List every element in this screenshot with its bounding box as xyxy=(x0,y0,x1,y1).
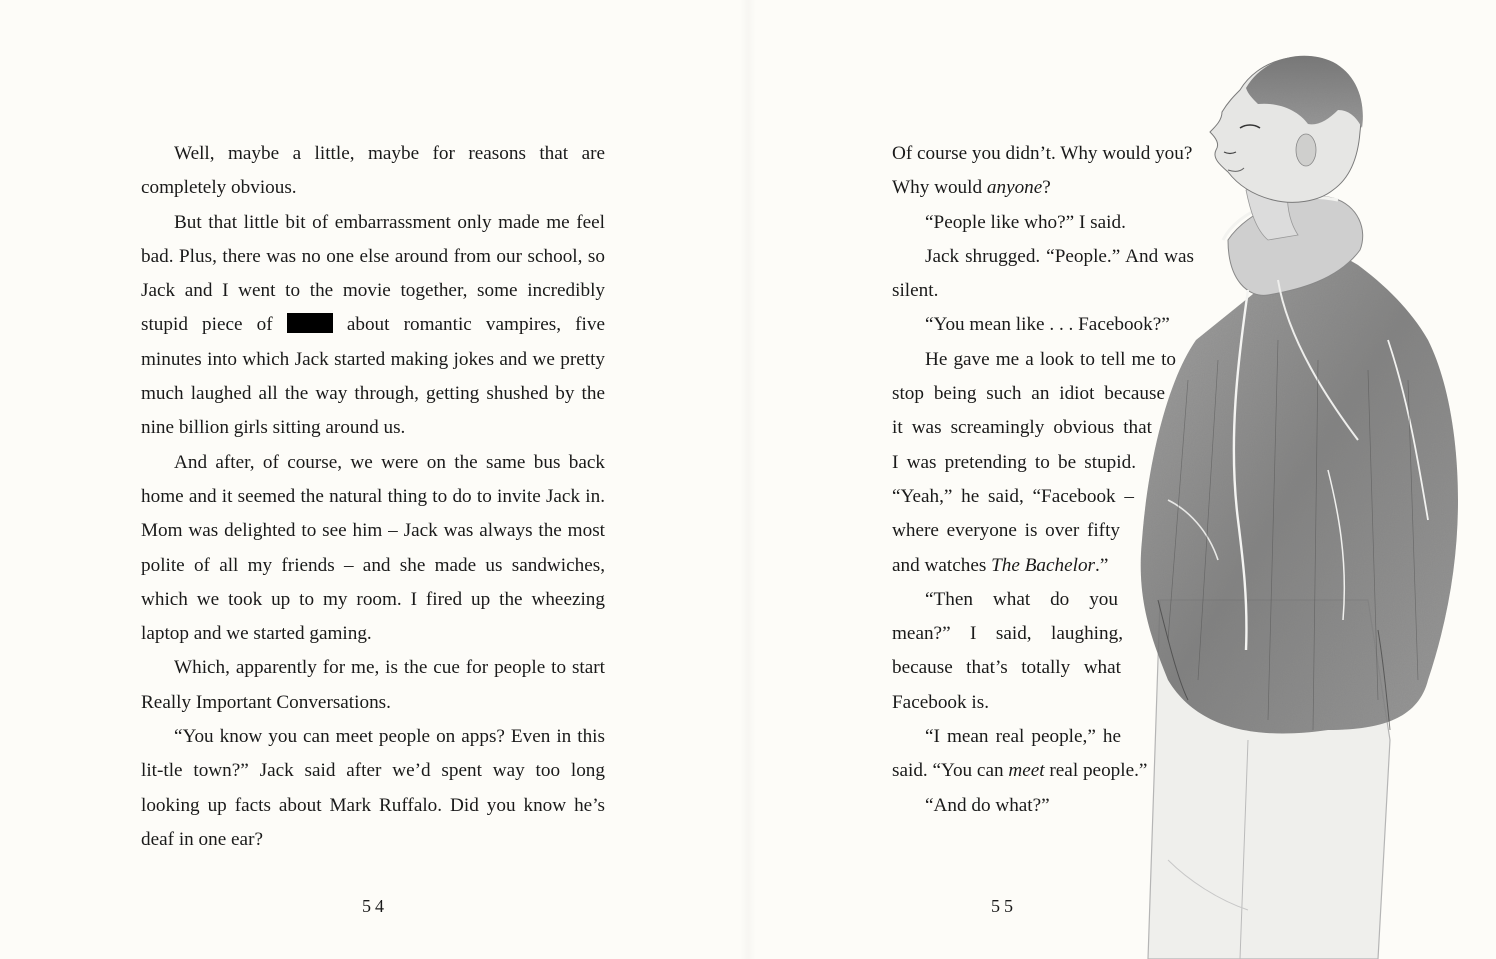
right-text-line xyxy=(892,720,1121,754)
paragraph-3: And after, of course, we were on the same bus back home and it seemed the natural thing to do to invite Jack in. Mom was delighted to see him – Jack was always the most polite of all my friends – and she made us sandwiches, which we took up to my room. I fired up the wheezing laptop and we started gaming. xyxy=(141,451,605,645)
right-text-line xyxy=(892,754,1148,788)
right-text-line xyxy=(892,137,1193,171)
paragraph-2 xyxy=(141,206,605,446)
right-page xyxy=(748,0,1496,959)
right-text-line xyxy=(892,789,1127,823)
line-text: I was pretending to be stupid. xyxy=(892,451,1136,473)
line-text: where everyone is over fifty xyxy=(892,520,1120,542)
line-text: “I mean real people,” he xyxy=(925,726,1121,748)
right-text-line xyxy=(892,274,1194,308)
paragraph-2-part-a: But that little bit of embarrassment only made me feel bad. Plus, there was no one else around from our school, so Jack and I went to the movie together, some incredibly stupid piece of xyxy=(141,211,605,336)
line-text: Why would xyxy=(892,177,987,199)
redaction-bar xyxy=(287,313,333,333)
emphasis-text: anyone xyxy=(986,177,1043,199)
line-text: Facebook is. xyxy=(892,691,989,713)
page-number-left: 54 xyxy=(362,896,388,916)
line-text: real people.” xyxy=(1044,760,1148,782)
emphasis-text: meet xyxy=(1008,760,1045,782)
line-text: Of course you didn’t. Why would you? xyxy=(892,143,1193,164)
right-text-line xyxy=(892,411,1152,445)
paragraph-5: “You know you can meet people on apps? Even in this lit-tle town?” Jack said after we’d spent way too long looking up facts about Mark Ruffalo. Did you know he’s deaf in one ear? xyxy=(141,726,605,850)
right-text-line xyxy=(892,377,1165,411)
paragraph-1: Well, maybe a little, maybe for reasons that are completely obvious. xyxy=(141,143,605,199)
right-text-line xyxy=(892,240,1194,274)
line-text: “Then what do you xyxy=(925,588,1118,610)
right-page-text xyxy=(892,137,1194,823)
right-text-line xyxy=(892,308,1194,342)
page-number-right: 55 xyxy=(991,896,1017,916)
right-text-line xyxy=(892,617,1123,651)
right-text-line xyxy=(892,206,1187,240)
emphasis-text: The Bachelor xyxy=(991,554,1096,576)
line-text: and watches xyxy=(892,554,992,576)
line-text: mean?” I said, laughing, xyxy=(892,623,1123,645)
line-text: silent. xyxy=(892,280,939,302)
line-text: stop being such an idiot because xyxy=(892,383,1165,405)
line-text: He gave me a look to tell me to xyxy=(925,348,1176,370)
line-text: “You mean like . . . Facebook?” xyxy=(925,314,1170,336)
line-text: .” xyxy=(1095,554,1109,576)
line-text: “People like who?” I said. xyxy=(925,211,1126,233)
paragraph-2-part-b: about romantic vampires, five minutes into which Jack started making jokes and we pretty much laughed all the way through, getting shushed by the nine billion girls sitting around us. xyxy=(141,314,605,439)
line-text: “Yeah,” he said, “Facebook – xyxy=(892,485,1134,507)
line-text: “And do what?” xyxy=(925,794,1050,816)
right-text-line xyxy=(892,446,1136,480)
right-text-line xyxy=(892,686,1121,720)
right-text-line xyxy=(892,549,1120,583)
right-text-line xyxy=(892,480,1134,514)
left-page-text xyxy=(141,137,605,857)
paragraph-4: Which, apparently for me, is the cue for people to start Really Important Conversations. xyxy=(141,657,605,713)
right-text-line xyxy=(892,583,1118,617)
right-text-line xyxy=(892,343,1176,377)
right-text-line xyxy=(892,514,1120,548)
line-text: ? xyxy=(1042,177,1051,199)
line-text: Jack shrugged. “People.” And was xyxy=(925,245,1194,267)
line-text: said. “You can xyxy=(892,760,1009,782)
right-text-line xyxy=(892,171,1187,205)
right-text-line xyxy=(892,651,1121,685)
line-text: it was screamingly obvious that xyxy=(892,417,1152,439)
line-text: because that’s totally what xyxy=(892,657,1121,679)
